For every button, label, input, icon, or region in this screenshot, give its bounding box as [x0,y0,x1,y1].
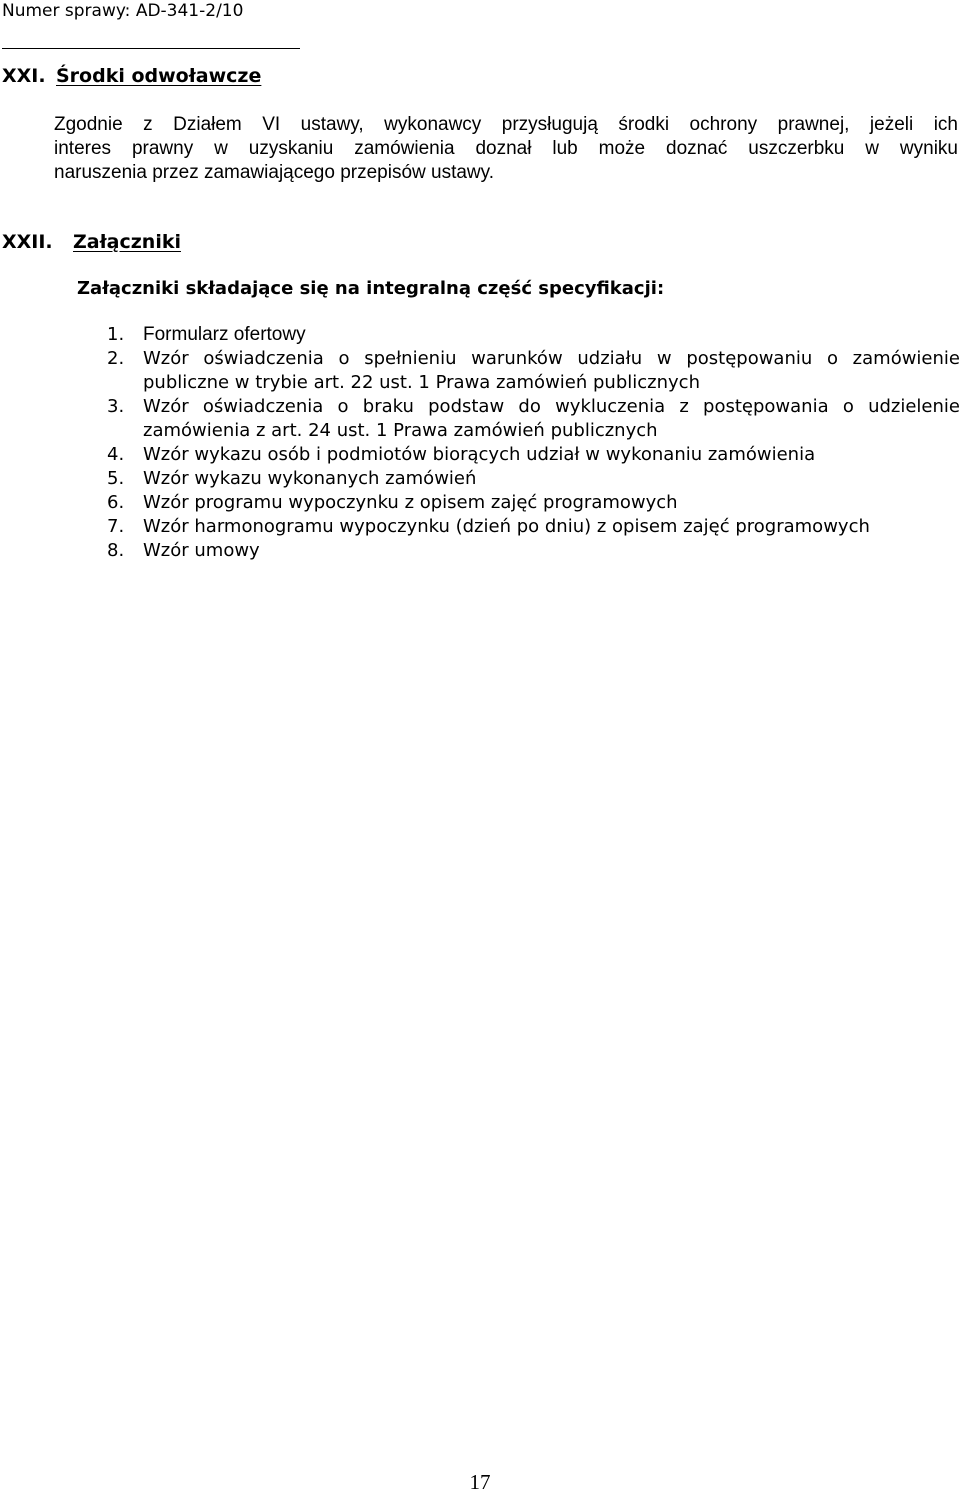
list-item-text [143,443,960,467]
case-number: Numer sprawy: AD-341-2/10 [2,1,244,21]
section-22-heading [2,230,181,254]
list-item-number: 7. [107,516,125,537]
list-item-line: Wzór harmonogramu wypoczynku (dzień po dniu) z opisem zajęć programowych [143,516,870,537]
section-21-title: Środki odwoławcze [56,65,262,87]
list-item-line: Formularz ofertowy [143,324,306,345]
section-22-number: XXII. [2,231,53,253]
section-21-paragraph [54,113,958,185]
paragraph-line: interes prawny w uzyskaniu zamówienia doznał lub może doznać uszczerbku w wyniku [54,138,958,159]
attachments-list [107,323,960,563]
list-item [107,395,960,443]
list-item-text [143,539,960,563]
list-item-number: 6. [107,492,125,513]
page-number: 17 [469,1470,491,1494]
list-item-text [143,323,960,347]
list-item [107,323,960,347]
list-item-number: 1. [107,324,125,345]
list-item-number: 8. [107,540,125,561]
paragraph-line: naruszenia przez zamawiającego przepisów ustawy. [54,162,495,183]
list-item [107,443,960,467]
list-item-text [143,395,960,443]
list-item-text [143,515,960,539]
list-item-text [143,467,960,491]
list-item-number: 4. [107,444,125,465]
list-item-number: 5. [107,468,125,489]
list-item-line: zamówienia z art. 24 ust. 1 Prawa zamówień publicznych [143,420,658,441]
paragraph-line: Zgodnie z Działem VI ustawy, wykonawcy przysługują środki ochrony prawnej, jeżeli ich [54,114,958,135]
list-item-line: Wzór oświadczenia o spełnieniu warunków udziału w postępowaniu o zamówienie [143,348,960,369]
attachments-subheading: Załączniki składające się na integralną część specyfikacji: [77,278,665,299]
list-item [107,347,960,395]
list-item-line: Wzór wykazu osób i podmiotów biorących udział w wykonaniu zamówienia [143,444,816,465]
section-21-heading [2,64,261,88]
section-22-title: Załączniki [73,231,181,253]
section-21-number: XXI. [2,65,46,87]
list-item-number: 3. [107,396,125,417]
list-item-line: publiczne w trybie art. 22 ust. 1 Prawa zamówień publicznych [143,372,700,393]
list-item [107,539,960,563]
list-item-number: 2. [107,348,125,369]
list-item-line: Wzór wykazu wykonanych zamówień [143,468,477,489]
list-item [107,515,960,539]
header-rule [2,48,300,49]
list-item-line: Wzór oświadczenia o braku podstaw do wykluczenia z postępowania o udzielenie [143,396,960,417]
list-item-line: Wzór programu wypoczynku z opisem zajęć programowych [143,492,678,513]
list-item-text [143,347,960,395]
list-item-line: Wzór umowy [143,540,260,561]
list-item [107,467,960,491]
list-item-text [143,491,960,515]
list-item [107,491,960,515]
